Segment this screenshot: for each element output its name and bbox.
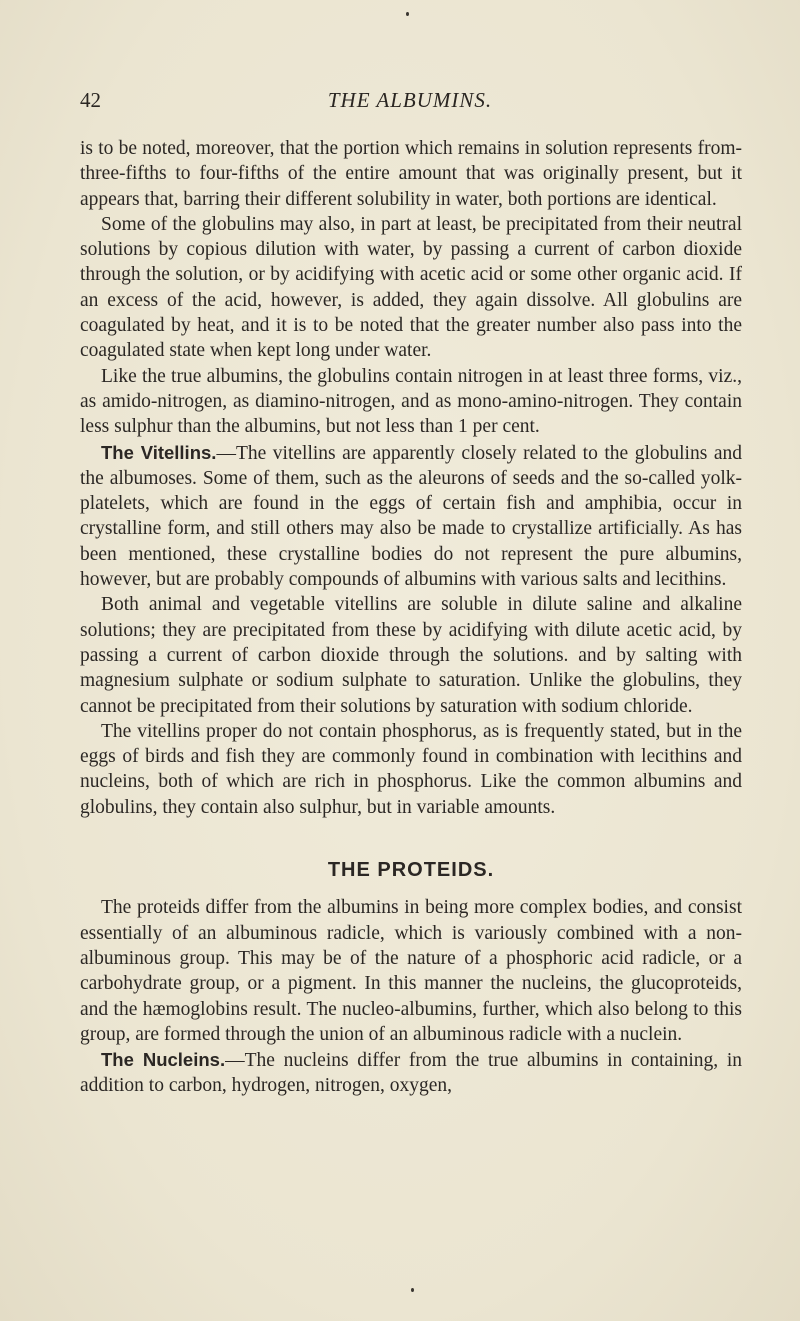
nucleins-text: —The nucleins differ from the true albumins in containing, in addition to carbon, hydrogen, nitrogen, oxygen, [80, 1050, 742, 1097]
print-speck-top [406, 12, 409, 16]
vitellins-run-in-heading: The Vitellins. [101, 441, 217, 463]
nucleins-run-in-heading: The Nucleins. [101, 1049, 226, 1071]
paragraph-nucleins [80, 1047, 742, 1099]
paragraph-vitellin-solubility: Both animal and vegetable vitellins are soluble in dilute saline and alkaline solutions; they are precipitated from these by acidifying with dilute acetic acid, by passing a current of carbon dioxide through the solutions. and by salting with magnesium sulphate or sodium sulphate to saturation. Unlike the globulins, they cannot be precipitated from their solutions by saturation with sodium chloride. [80, 594, 742, 717]
page-number: 42 [80, 88, 101, 112]
page-header [80, 88, 740, 114]
section-heading-proteids: THE PROTEIDS. [327, 859, 495, 882]
paragraph-globulin-nitrogen: Like the true albumins, the globulins contain nitrogen in at least three forms, viz., as amido-nitrogen, as diamino-nitrogen, and as mono-amino-nitrogen. They contain less sulphur than the albumins, but not less than 1 per cent. [80, 365, 742, 438]
print-speck-bottom [411, 1288, 414, 1292]
vitellins-text: —The vitellins are apparently closely related to the globulins and the albumoses. Some of them, such as the aleurons of seeds and the so-called yolk-platelets, which are found in the eggs of certain fish and amphibia, occur in crystalline form, and still others may also be made to crystallize artificially. As has been mentioned, these crystalline bodies do not represent the pure albumins, however, but are probably compounds of albumins with various salts and lecithins. [80, 442, 742, 591]
paragraph-vitellins [80, 440, 742, 593]
running-head: THE ALBUMINS. [327, 88, 493, 112]
paragraph-proteids: The proteids differ from the albumins in being more complex bodies, and consist essentially of an albuminous radicle, which is variously combined with a non-albuminous group. This may be of the nature of a phosphoric acid radicle, or a carbohydrate group, or a pigment. In this manner the nucleins, the glucoproteids, and the hæmoglobins result. The nucleo-albumins, further, which also belong to this group, are formed through the union of an albuminous radicle with a nuclein. [80, 897, 742, 1045]
paragraph-vitellin-phosphorus: The vitellins proper do not contain phosphorus, as is frequently stated, but in the eggs of birds and fish they are commonly found in combination with lecithins and nucleins, both of which are rich in phosphorus. Like the common albumins and globulins, they contain also sulphur, but in variable amounts. [80, 720, 742, 818]
paragraph-globulin-precipitation: Some of the globulins may also, in part at least, be precipitated from their neutral solutions by copious dilution with water, by passing a current of carbon dioxide through the solution, or by acidifying with acetic acid or some other organic acid. If an excess of the acid, however, is added, they again dissolve. All globulins are coagulated by heat, and it is to be noted that the greater number also pass into the coagulated state when kept long under water. [80, 213, 742, 362]
paragraph-continued: is to be noted, moreover, that the portion which remains in solution represents from-three-fifths to four-fifths of the entire amount that was originally present, but it appears that, barring their different solubility in water, both portions are identical. [80, 138, 742, 210]
body-text [80, 136, 742, 1099]
